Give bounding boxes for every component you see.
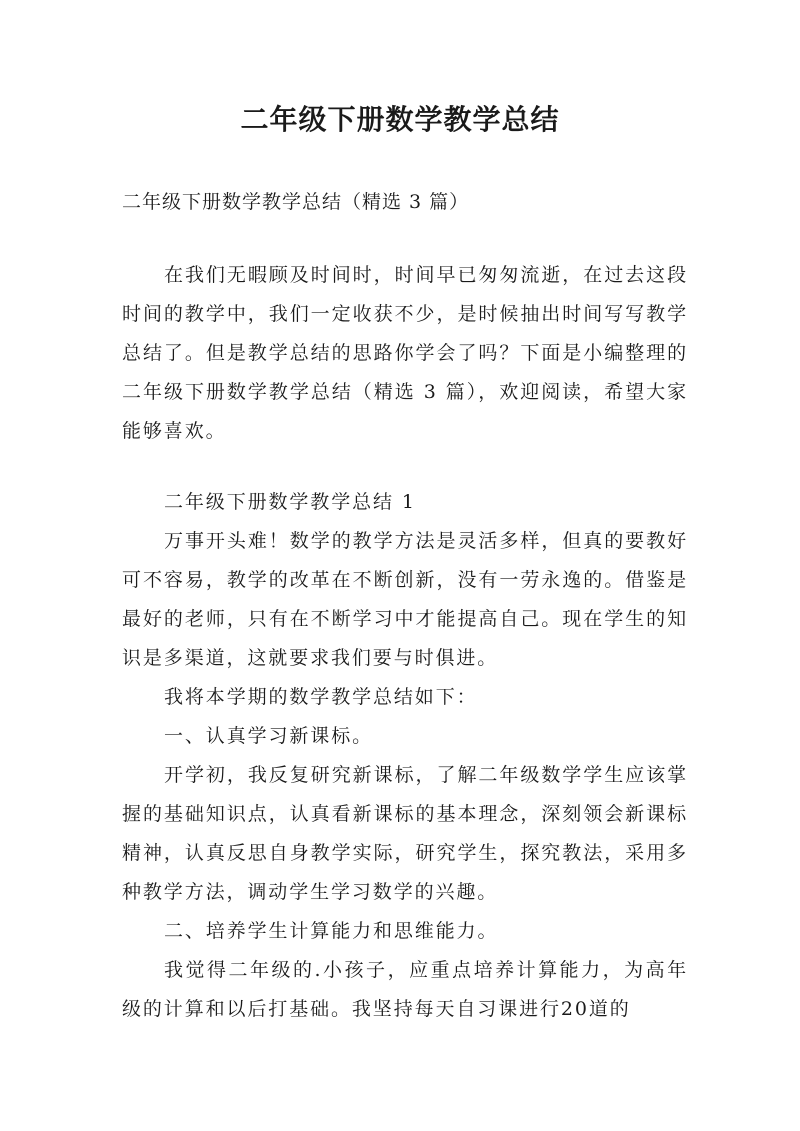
document-title: 二年级下册数学教学总结 (240, 103, 560, 136)
body-paragraph: 我觉得二年级的.小孩子，应重点培养计算能力，为高年级的计算和以后打基础。我坚持每天自习课进行20道的 (122, 959, 688, 1020)
body-paragraph: 开学初，我反复研究新课标，了解二年级数学学生应该掌握的基础知识点，认真看新课标的基本理念，深刻领会新课标精神，认真反思自身教学实际，研究学生，探究教法，采用多种教学方法，调动学生学习数学的兴趣。 (122, 764, 688, 903)
section-heading: 一、认真学习新课标。 (164, 725, 374, 747)
body-paragraph: 万事开头难！数学的教学方法是灵活多样，但真的要教好可不容易，教学的改革在不断创新，没有一劳永逸的。借鉴是最好的老师，只有在不断学习中才能提高自己。现在学生的知识是多渠道，这就要求我们要与时俱进。 (122, 530, 688, 669)
body-paragraph: 我将本学期的数学教学总结如下： (164, 686, 478, 708)
section-heading: 二、培养学生计算能力和思维能力。 (164, 920, 499, 942)
intro-paragraph: 在我们无暇顾及时间时，时间早已匆匆流逝，在过去这段时间的教学中，我们一定收获不少，是时候抽出时间写写教学总结了。但是教学总结的思路你学会了吗？下面是小编整理的二年级下册数学教学总结（精选 3 篇），欢迎阅读，希望大家能够喜欢。 (122, 264, 688, 442)
article-heading: 二年级下册数学教学总结 1 (164, 491, 416, 513)
document-subtitle: 二年级下册数学教学总结（精选 3 篇） (122, 191, 470, 213)
